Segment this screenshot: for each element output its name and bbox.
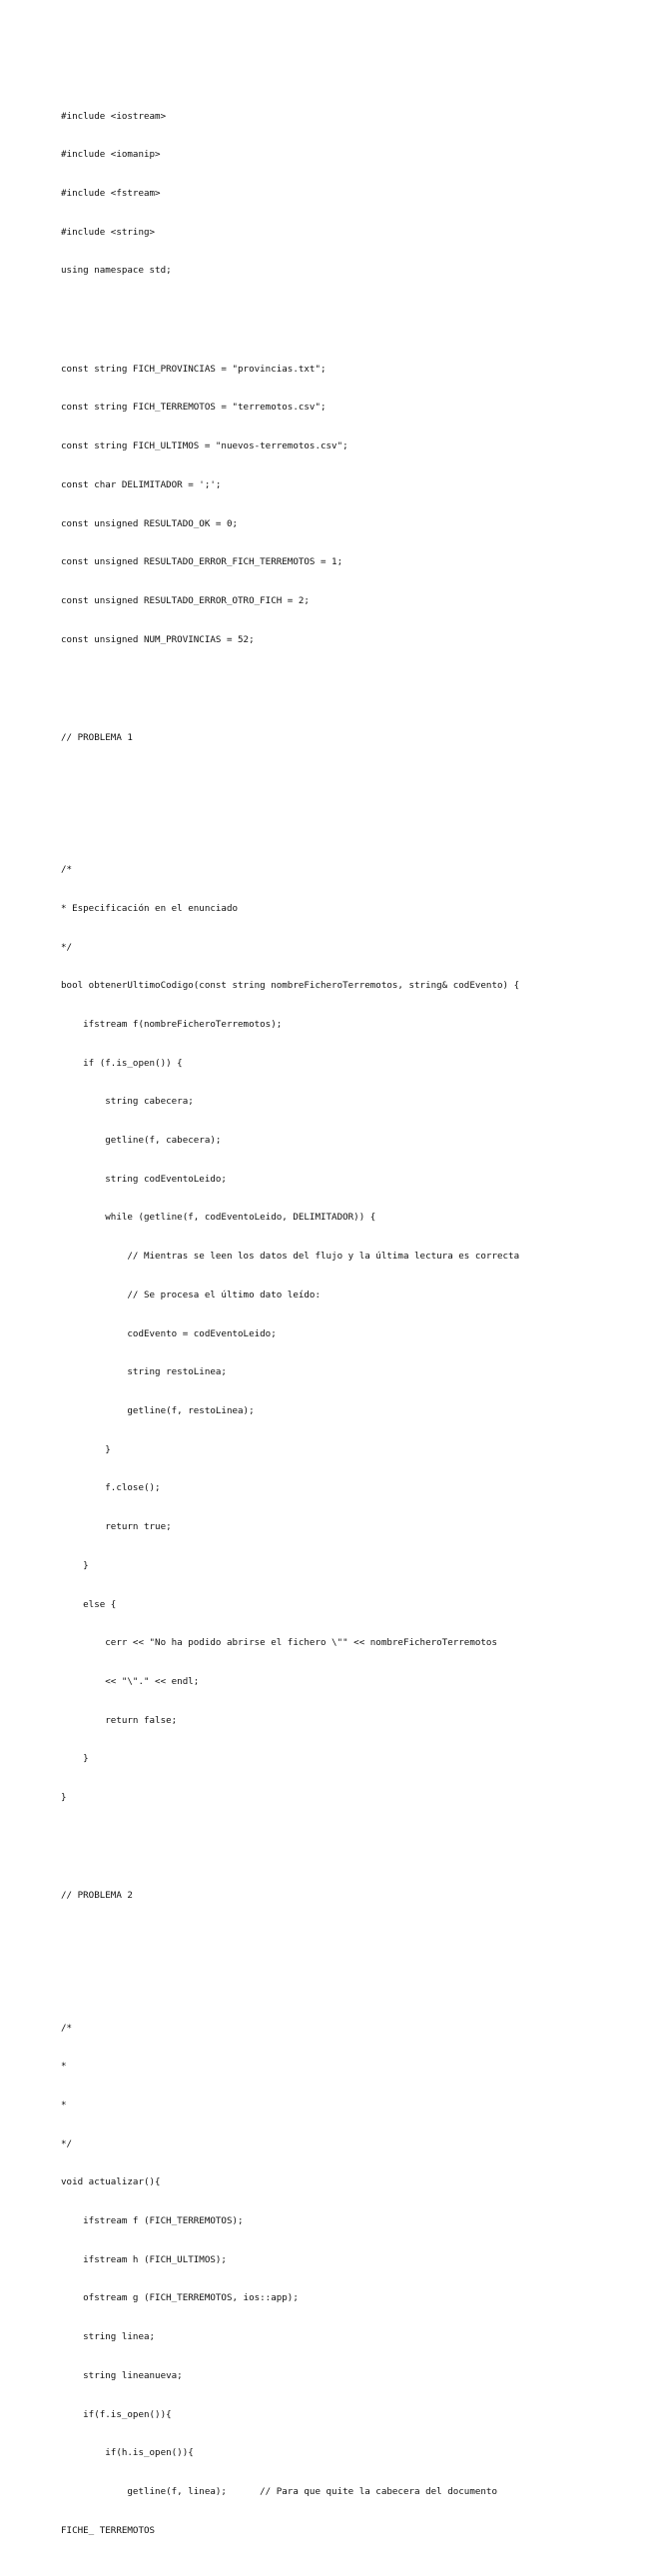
code-line: const unsigned RESULTADO_ERROR_FICH_TERREMOTOS = 1; (61, 556, 343, 568)
blank-line (61, 1963, 640, 1971)
code-line: string codEventoLeido; (61, 1173, 227, 1185)
blank-line (61, 1929, 640, 1937)
code-line: const unsigned RESULTADO_OK = 0; (61, 517, 239, 529)
code-line: string restoLinea; (61, 1366, 227, 1378)
code-line: #include <string> (61, 226, 156, 238)
section-comment: // PROBLEMA 2 (61, 1890, 133, 1902)
code-line: */ (61, 941, 73, 953)
code-line: using namespace std; (61, 265, 172, 277)
blank-line (61, 805, 640, 813)
code-line: */ (61, 2138, 73, 2149)
code-line: ifstream f(nombreFicheroTerremotos); (61, 1018, 283, 1030)
code-listing (61, 59, 640, 2576)
code-line: void actualizar(){ (61, 2176, 161, 2188)
code-line: const string FICH_TERREMOTOS = "terremotos.csv"; (61, 402, 327, 414)
code-line: getline(f, linea); // Para que quite la cabecera del documento (61, 2485, 497, 2497)
code-line: * Especificación en el enunciado (61, 902, 239, 914)
code-line: f.close(); (61, 1482, 161, 1494)
code-line: if(h.is_open()){ (61, 2447, 194, 2459)
code-line: * (61, 2061, 67, 2073)
code-line: // Se procesa el último dato leído: (61, 1288, 321, 1300)
code-line: const unsigned RESULTADO_ERROR_OTRO_FICH = 2; (61, 594, 310, 606)
code-line: const unsigned NUM_PROVINCIAS = 52; (61, 633, 255, 645)
code-line: << "\"." << endl; (61, 1675, 200, 1687)
code-line: else { (61, 1598, 117, 1610)
code-line: /* (61, 864, 73, 876)
code-line: bool obtenerUltimoCodigo(const string nombreFicheroTerremotos, string& codEvento) { (61, 980, 520, 992)
code-line: #include <iomanip> (61, 149, 161, 161)
code-line: // Mientras se leen los datos del flujo y la última lectura es correcta (61, 1251, 520, 1263)
code-line: return false; (61, 1714, 178, 1726)
code-line: const string FICH_ULTIMOS = "nuevos-terremotos.csv"; (61, 440, 348, 452)
section-comment: // PROBLEMA 1 (61, 732, 133, 744)
code-line: /* (61, 2022, 73, 2034)
code-line: * (61, 2099, 67, 2111)
code-line: #include <fstream> (61, 188, 161, 200)
code-line: codEvento = codEventoLeido; (61, 1327, 277, 1339)
code-line: getline(f, restoLinea); (61, 1405, 255, 1416)
code-line: #include <iostream> (61, 110, 167, 122)
code-line: const string FICH_PROVINCIAS = "provincias.txt"; (61, 363, 327, 375)
code-line: return true; (61, 1521, 172, 1533)
code-line: while (getline(f, codEventoLeido, DELIMITADOR)) { (61, 1212, 376, 1224)
blank-line (61, 1831, 640, 1839)
code-line: string lineanueva; (61, 2369, 183, 2381)
code-line: const char DELIMITADOR = ';'; (61, 478, 222, 490)
code-line: getline(f, cabecera); (61, 1135, 222, 1147)
blank-line (61, 672, 640, 680)
code-line: FICHE_ TERREMOTOS (61, 2524, 156, 2536)
code-line: ifstream h (FICH_ULTIMOS); (61, 2253, 227, 2265)
code-line: } (61, 1753, 89, 1765)
code-line: } (61, 1559, 89, 1571)
code-line: ofstream g (FICH_TERREMOTOS, ios::app); (61, 2292, 299, 2304)
code-line: if(f.is_open()){ (61, 2408, 172, 2420)
code-line: } (61, 1443, 111, 1455)
blank-line (61, 304, 640, 312)
blank-line (61, 771, 640, 779)
code-line: cerr << "No ha podido abrirse el fichero \"" << nombreFicheroTerremotos (61, 1637, 497, 1649)
code-line: ifstream f (FICH_TERREMOTOS); (61, 2215, 244, 2227)
code-line: if (f.is_open()) { (61, 1057, 183, 1069)
code-line: } (61, 1792, 67, 1804)
code-line: string cabecera; (61, 1096, 194, 1108)
code-line: string linea; (61, 2331, 156, 2343)
